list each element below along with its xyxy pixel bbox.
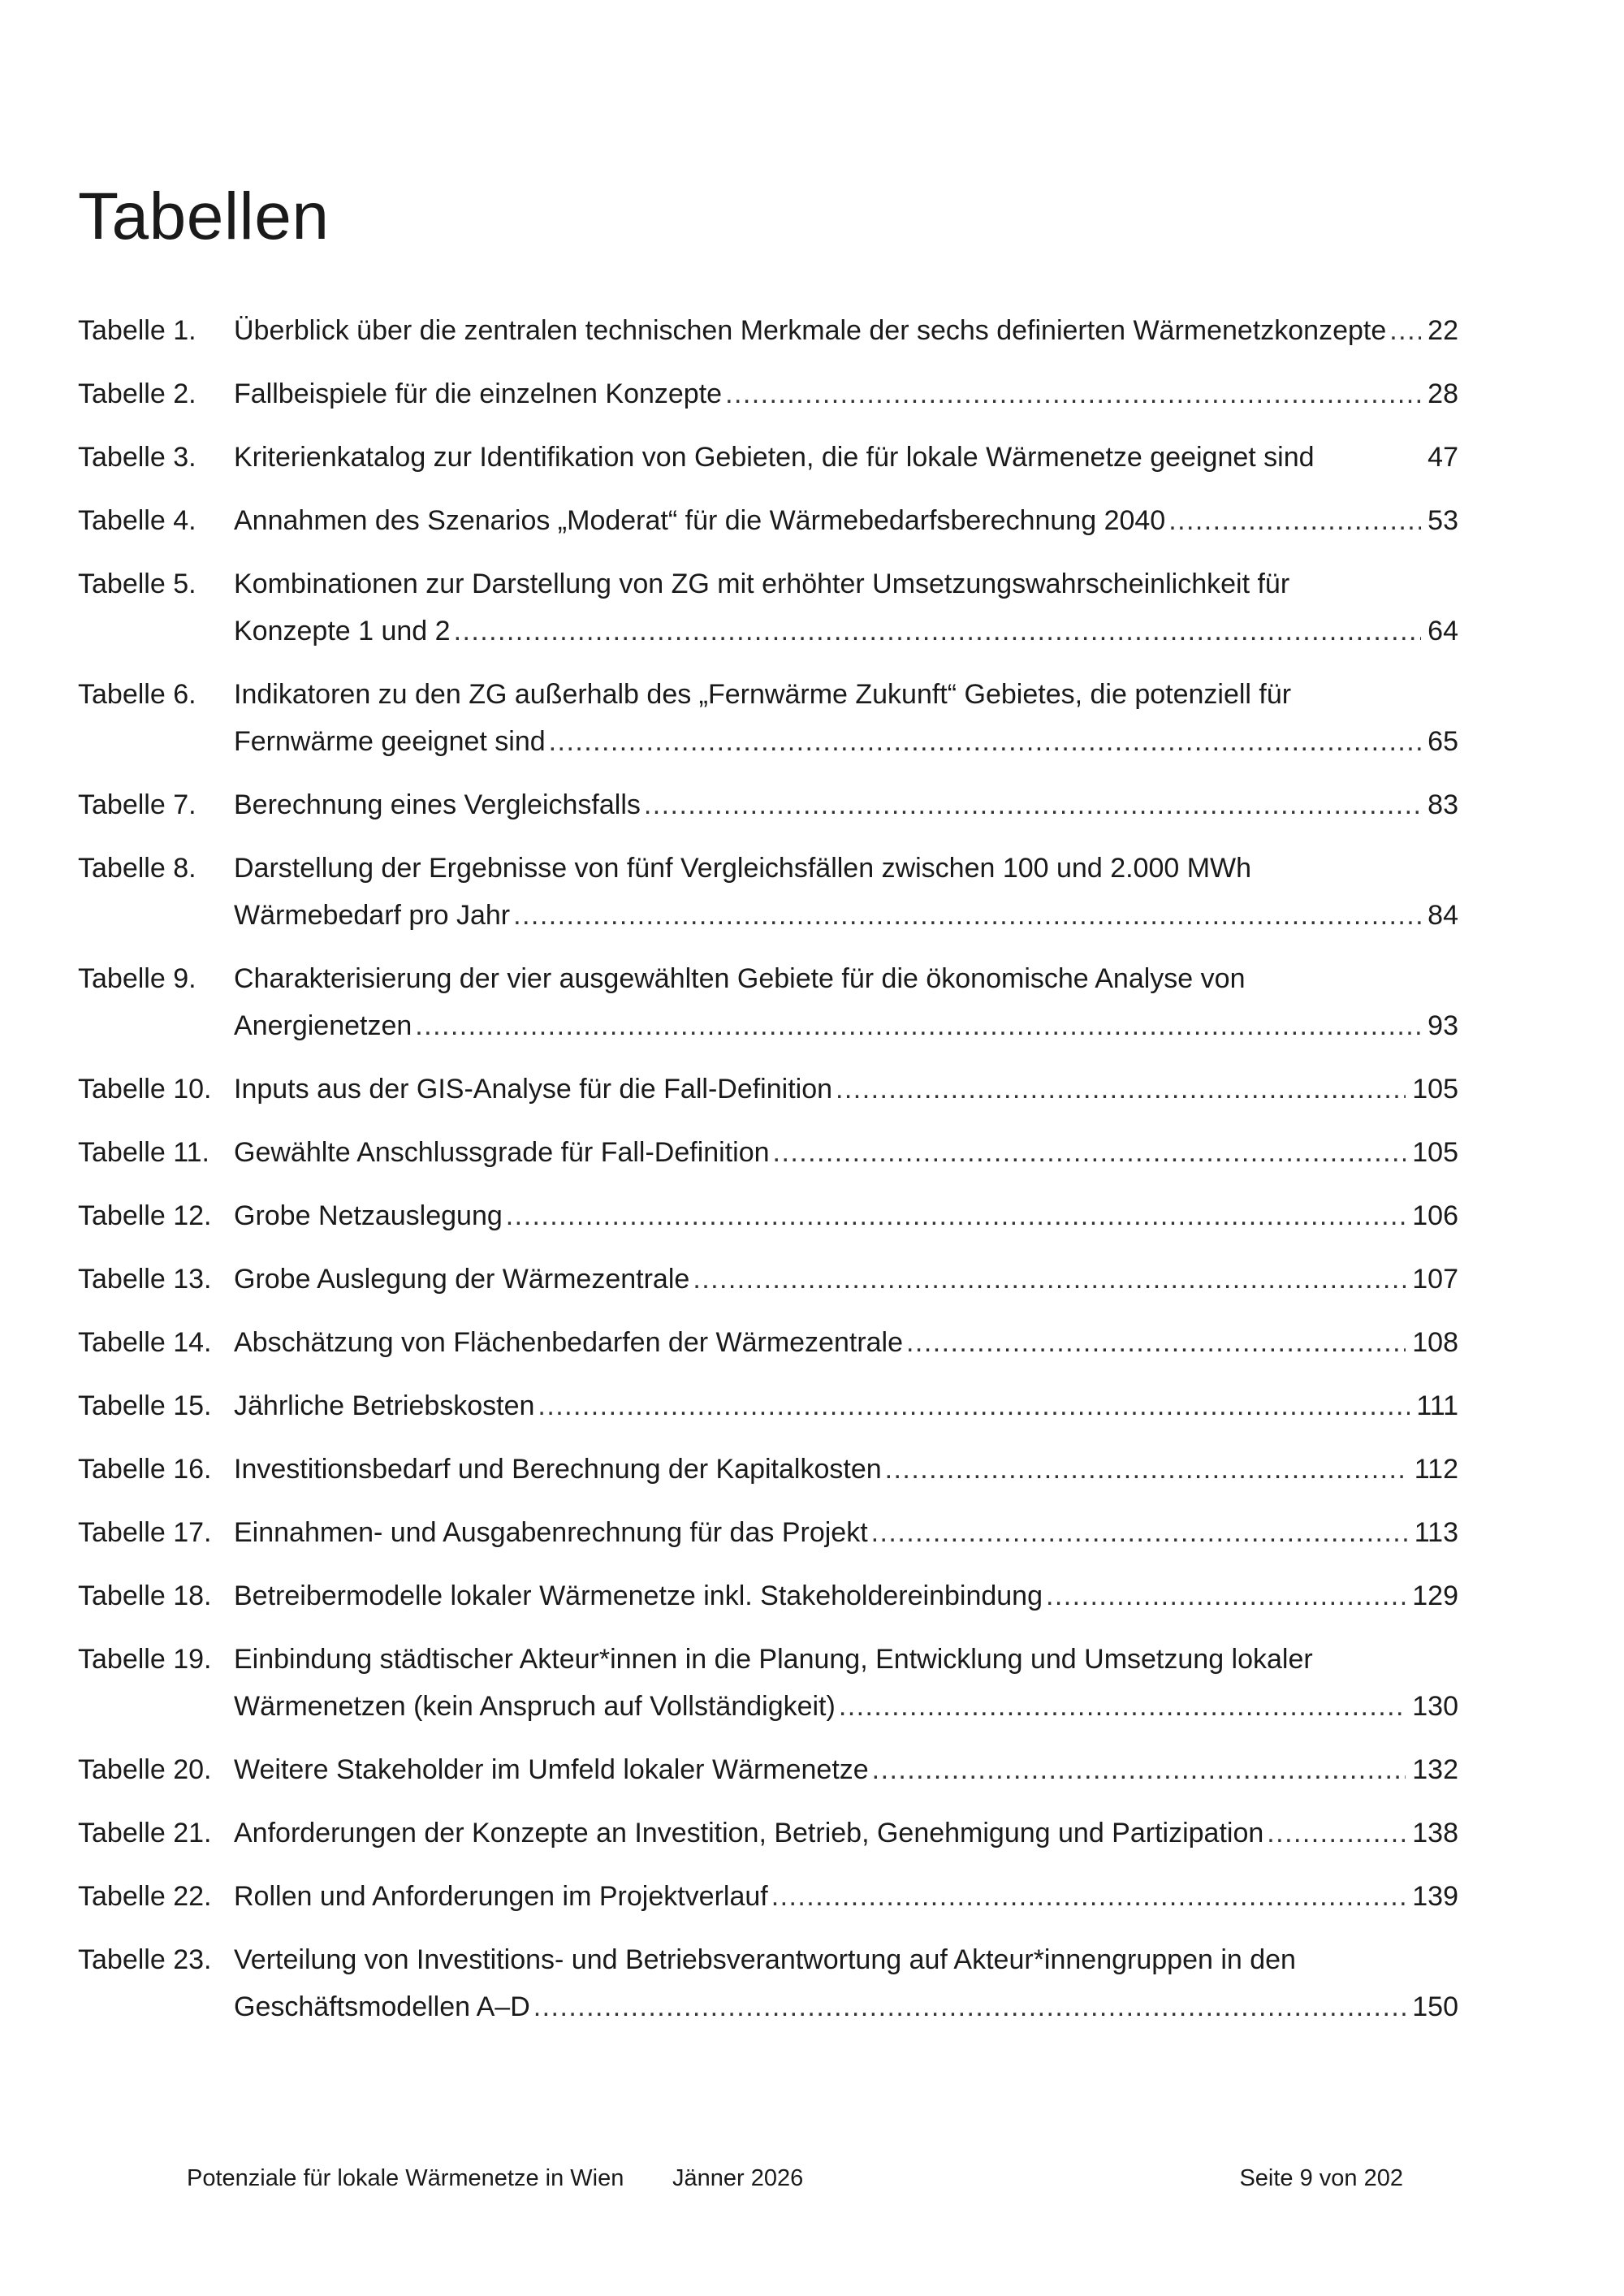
table-label: Tabelle 17.	[78, 1517, 212, 1548]
table-title: Gewählte Anschlussgrade für Fall-Definition . . .	[234, 1137, 770, 1168]
page-number: 84	[1421, 892, 1458, 939]
toc-entry-14[interactable]	[78, 1319, 1458, 1366]
table-title: Investitionsbedarf und Berechnung der Kapitalkosten . . .	[234, 1454, 882, 1485]
table-label: Tabelle 7.	[78, 789, 197, 820]
page-number: 93	[1421, 1002, 1458, 1049]
toc-entry-22[interactable]	[78, 1873, 1458, 1920]
table-title: Einnahmen- und Ausgabenrechnung für das Projekt . . .	[234, 1517, 868, 1548]
table-title: Berechnung eines Vergleichsfalls . . .	[234, 789, 641, 820]
table-title: Weitere Stakeholder im Umfeld lokaler Wärmenetze . . .	[234, 1754, 869, 1785]
table-label: Tabelle 13.	[78, 1264, 212, 1295]
toc-entry-4[interactable]	[78, 497, 1458, 544]
page-number: 113	[1408, 1509, 1458, 1556]
toc-entry-21[interactable]	[78, 1810, 1458, 1857]
table-title: Überblick über die zentralen technischen Merkmale der sechs definierten Wärmenetzkonzepte . . .	[234, 315, 1386, 346]
toc-entry-8[interactable]	[78, 845, 1458, 939]
table-title: Inputs aus der GIS-Analyse für die Fall-Definition . . .	[234, 1074, 832, 1105]
table-title: Kombinationen zur Darstellung von ZG mit erhöhter Umsetzungswahrscheinlichkeit für Konzepte 1 und 2 . . .	[234, 569, 1289, 646]
table-title: Betreibermodelle lokaler Wärmenetze inkl. Stakeholdereinbindung . . .	[234, 1580, 1043, 1611]
table-title: Darstellung der Ergebnisse von fünf Vergleichsfällen zwischen 100 und 2.000 MWh Wärmebedarf pro Jahr . . .	[234, 853, 1251, 931]
table-label: Tabelle 16.	[78, 1454, 212, 1485]
table-label: Tabelle 9.	[78, 963, 197, 994]
toc-entry-19[interactable]	[78, 1636, 1458, 1730]
table-label: Tabelle 8.	[78, 853, 197, 884]
page-number: 22	[1421, 307, 1458, 354]
table-label: Tabelle 18.	[78, 1580, 212, 1611]
table-title: Kriterienkatalog zur Identifikation von Gebieten, die für lokale Wärmenetze geeignet sind	[234, 442, 1315, 473]
toc-entry-16[interactable]	[78, 1446, 1458, 1493]
table-label: Tabelle 12.	[78, 1200, 212, 1231]
page-number: 129	[1406, 1572, 1458, 1619]
toc-entry-5[interactable]	[78, 560, 1458, 655]
footer-document-title: Potenziale für lokale Wärmenetze in Wien	[187, 2165, 624, 2191]
table-label: Tabelle 14.	[78, 1327, 212, 1358]
footer-page-number: Seite 9 von 202	[1239, 2165, 1403, 2191]
footer-date: Jänner 2026	[672, 2165, 804, 2191]
page-number: 64	[1421, 608, 1458, 655]
table-title: Jährliche Betriebskosten . . .	[234, 1390, 534, 1421]
page-number: 65	[1421, 718, 1458, 765]
table-label: Tabelle 21.	[78, 1818, 212, 1848]
page-number: 107	[1406, 1256, 1458, 1303]
toc-entry-11[interactable]	[78, 1129, 1458, 1176]
toc-entry-7[interactable]	[78, 781, 1458, 828]
table-title: Indikatoren zu den ZG außerhalb des „Fernwärme Zukunft“ Gebietes, die potenziell für Fernwärme geeignet sind . . .	[234, 679, 1291, 757]
table-title: Einbindung städtischer Akteur*innen in die Planung, Entwicklung und Umsetzung lokaler Wärmenetzen (kein Anspruch auf Vollständigkeit) . . .	[234, 1644, 1313, 1722]
page-number: 130	[1406, 1683, 1458, 1730]
page-number: 139	[1406, 1873, 1458, 1920]
table-title: Verteilung von Investitions- und Betriebsverantwortung auf Akteur*innengruppen in den Geschäftsmodellen A–D . . .	[234, 1944, 1296, 2022]
page-number: 53	[1421, 497, 1458, 544]
table-label: Tabelle 10.	[78, 1074, 212, 1105]
table-label: Tabelle 3.	[78, 442, 197, 473]
page-number: 111	[1410, 1382, 1458, 1429]
toc-entry-1[interactable]	[78, 307, 1458, 354]
table-label: Tabelle 1.	[78, 315, 197, 346]
page-number: 150	[1406, 1983, 1458, 2030]
toc-entry-3[interactable]	[78, 434, 1458, 481]
toc-entry-20[interactable]	[78, 1746, 1458, 1793]
table-label: Tabelle 19.	[78, 1644, 212, 1675]
table-label: Tabelle 5.	[78, 569, 197, 599]
page-title: Tabellen	[78, 179, 330, 253]
table-title: Grobe Netzauslegung . . .	[234, 1200, 503, 1231]
toc-entry-10[interactable]	[78, 1066, 1458, 1113]
page-number: 105	[1406, 1066, 1458, 1113]
table-label: Tabelle 6.	[78, 679, 197, 710]
page-number: 138	[1406, 1810, 1458, 1857]
table-label: Tabelle 23.	[78, 1944, 212, 1975]
toc-entry-6[interactable]	[78, 671, 1458, 765]
toc-entry-2[interactable]	[78, 370, 1458, 417]
toc-entry-23[interactable]	[78, 1936, 1458, 2030]
toc-entry-12[interactable]	[78, 1192, 1458, 1239]
page-number: 105	[1406, 1129, 1458, 1176]
toc-entry-13[interactable]	[78, 1256, 1458, 1303]
toc-entry-9[interactable]	[78, 955, 1458, 1049]
toc-entry-17[interactable]	[78, 1509, 1458, 1556]
table-label: Tabelle 20.	[78, 1754, 212, 1785]
table-title: Charakterisierung der vier ausgewählten Gebiete für die ökonomische Analyse von Anergienetzen . . .	[234, 963, 1245, 1041]
table-list	[78, 307, 1458, 2047]
page-number: 106	[1406, 1192, 1458, 1239]
table-title: Fallbeispiele für die einzelnen Konzepte . . .	[234, 378, 722, 409]
table-title: Annahmen des Szenarios „Moderat“ für die Wärmebedarfsberechnung 2040 . . .	[234, 505, 1165, 536]
page-number: 28	[1421, 370, 1458, 417]
table-title: Abschätzung von Flächenbedarfen der Wärmezentrale . . .	[234, 1327, 903, 1358]
page-number: 83	[1421, 781, 1458, 828]
toc-entry-18[interactable]	[78, 1572, 1458, 1619]
table-title: Grobe Auslegung der Wärmezentrale . . .	[234, 1264, 689, 1295]
table-title: Rollen und Anforderungen im Projektverlauf . . .	[234, 1881, 768, 1912]
page-number: 132	[1406, 1746, 1458, 1793]
table-label: Tabelle 22.	[78, 1881, 212, 1912]
page-number: 108	[1406, 1319, 1458, 1366]
table-label: Tabelle 4.	[78, 505, 197, 536]
table-label: Tabelle 2.	[78, 378, 197, 409]
table-label: Tabelle 15.	[78, 1390, 212, 1421]
table-title: Anforderungen der Konzepte an Investition, Betrieb, Genehmigung und Partizipation . . .	[234, 1818, 1263, 1848]
page-number: 47	[1421, 434, 1458, 481]
toc-entry-15[interactable]	[78, 1382, 1458, 1429]
page-number: 112	[1408, 1446, 1458, 1493]
table-label: Tabelle 11.	[78, 1137, 209, 1168]
